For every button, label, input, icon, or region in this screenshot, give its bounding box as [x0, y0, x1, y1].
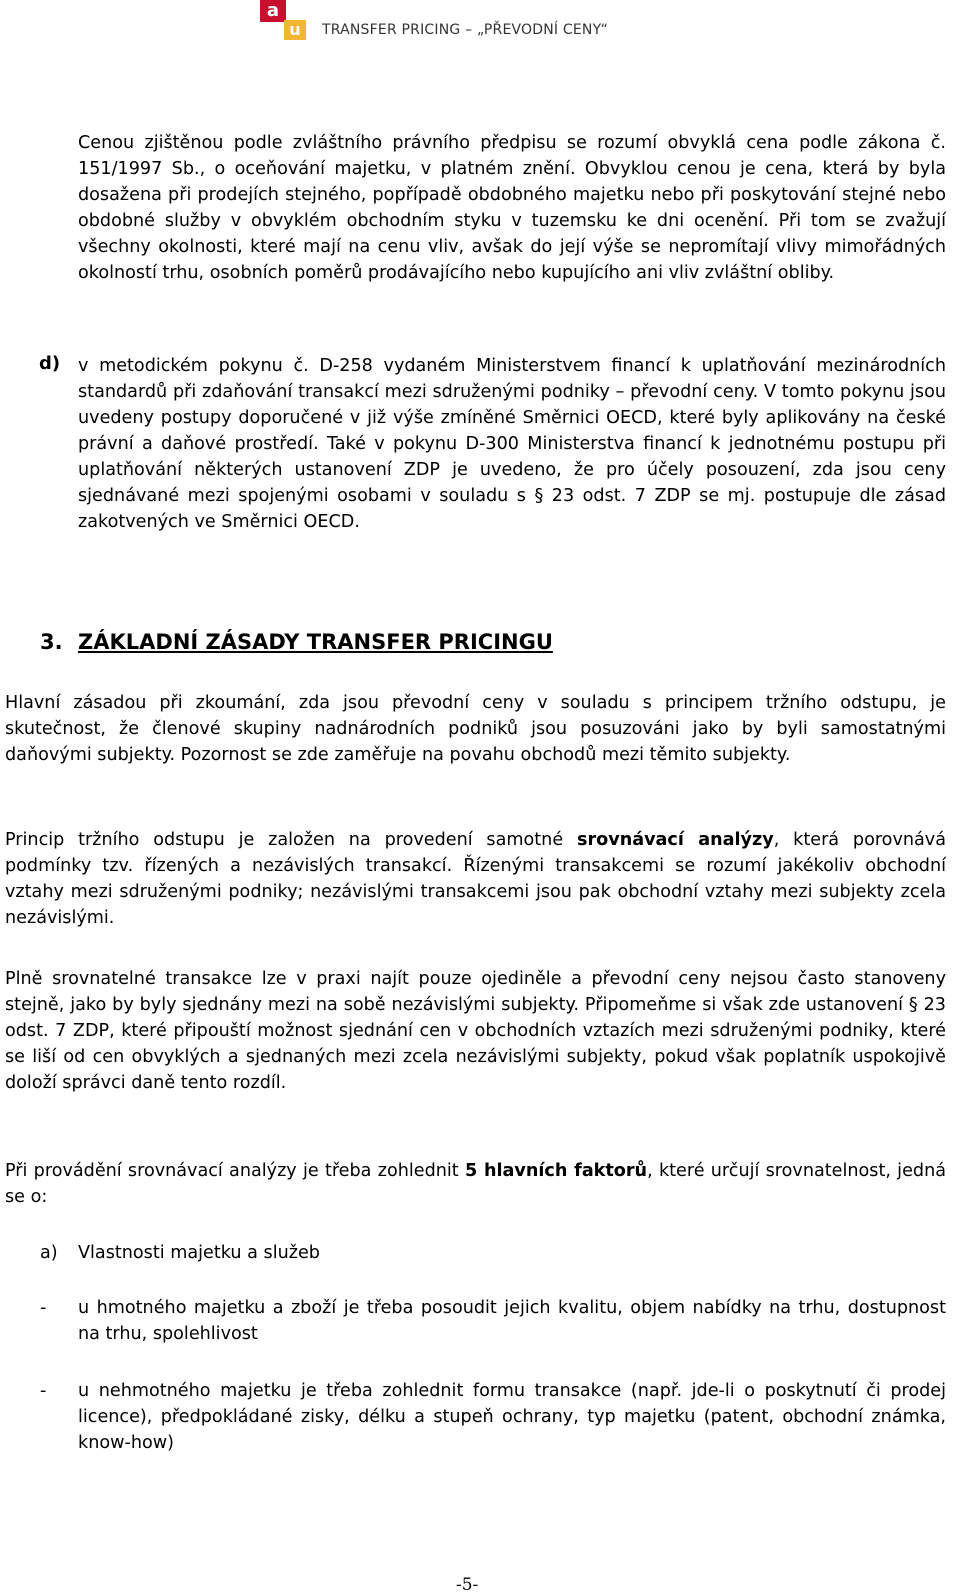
p5-bold: 5 hlavních faktorů [464, 1161, 648, 1181]
list-marker-d: d) [39, 353, 61, 374]
list-item-hmotny-majetek: u hmotného majetku a zboží je třeba posoudit jejich kvalitu, objem nabídky na trhu, dostupnost na trhu, spolehlivost [78, 1298, 946, 1344]
logo [260, 0, 304, 40]
p3-before: Princip tržního odstupu je založen na provedení samotné [5, 830, 577, 850]
p3-bold: srovnávací analýzy [576, 830, 774, 850]
p5-after: , které určují srovnatelnost, jedná se o: [5, 1161, 946, 1207]
section-title: ZÁKLADNÍ ZÁSADY TRANSFER PRICINGU [78, 630, 553, 654]
p5-before: Při provádění srovnávací analýzy je třeba zohlednit [5, 1161, 465, 1181]
section-number: 3. [40, 630, 63, 654]
paragraph-princip-trzniho-odstupu [5, 827, 946, 931]
list-item-a: Vlastnosti majetku a služeb [78, 1243, 320, 1263]
list-marker-a: a) [40, 1243, 58, 1263]
paragraph-metodicky-pokyn: v metodickém pokynu č. D-258 vydaném Ministerstvem financí k uplatňování mezinárodních standardů při zdaňování transakcí mezi sdruženými podniky – převodní ceny. V tomto pokynu jsou uvedeny postupy doporučené v již výše zmíněné Směrnici OECD, které byly aplikovány na české právní a daňové prostředí. Také v pokynu D-300 Ministerstva financí k jednotnému postupu při uplatňování některých ustanovení ZDP je uvedeno, že pro účely posouzení, zda jsou ceny sjednávané mezi spojenými osobami v souladu s § 23 odst. 7 ZDP se mj. postupuje dle zásad zakotvených ve Směrnici OECD. [78, 356, 946, 532]
p3-after: , která porovnává podmínky tzv. řízených a nezávislých transakcí. Řízenými transakcemi se rozumí jakékoliv obchodní vztahy mezi sdruženými podniky; nezávislými transakcemi jsou pak obchodní vztahy mezi subjekty zcela nezávislými. [5, 830, 946, 928]
paragraph-faktory [5, 1158, 946, 1210]
dash-marker-1: - [40, 1298, 47, 1318]
list-item-nehmotny-majetek: u nehmotného majetku je třeba zohlednit formu transakce (např. jde-li o poskytnutí či prodej licence), předpokládané zisky, délku a stupeň ochrany, typ majetku (patent, obchodní známka, know-how) [78, 1381, 946, 1453]
logo-a: a [260, 0, 286, 22]
paragraph-hlavni-zasada: Hlavní zásadou při zkoumání, zda jsou převodní ceny v souladu s principem tržního odstupu, je skutečnost, že členové skupiny nadnárodních podniků jsou posuzováni jako by byli samostatnými daňovými subjekty. Pozornost se zde zaměřuje na povahu obchodů mezi těmito subjekty. [5, 693, 946, 765]
page-number: -5- [456, 1575, 479, 1595]
header-title: TRANSFER PRICING – „PŘEVODNÍ CENY“ [322, 22, 609, 38]
dash-marker-2: - [40, 1381, 47, 1401]
page-header [0, 0, 960, 44]
logo-u: u [284, 20, 306, 40]
paragraph-plne-srovnatelne: Plně srovnatelné transakce lze v praxi najít pouze ojediněle a převodní ceny nejsou často stanoveny stejně, jako by byly sjednány mezi na sobě nezávislými subjekty. Připomeňme si však zde ustanovení § 23 odst. 7 ZDP, které připouští možnost sjednání cen v obchodních vztazích mezi sdruženými podniky, které se liší od cen obvyklých a sjednaných mezi zcela nezávislými subjekty, pokud však poplatník uspokojivě doloží správci daně tento rozdíl. [5, 969, 946, 1093]
section-heading [40, 630, 553, 654]
paragraph-obvykla-cena: Cenou zjištěnou podle zvláštního právního předpisu se rozumí obvyklá cena podle zákona č. 151/1997 Sb., o oceňování majetku, v platném znění. Obvyklou cenou je cena, která by byla dosažena při prodejích stejného, popřípadě obdobného majetku nebo při poskytování stejné nebo obdobné služby v obvyklém obchodním styku v tuzemsku ke dni ocenění. Při tom se zvažují všechny okolnosti, které mají na cenu vliv, avšak do její výše se nepromítají vlivy mimořádných okolností trhu, osobních poměrů prodávajícího nebo kupujícího ani vliv zvláštní obliby. [78, 133, 946, 283]
